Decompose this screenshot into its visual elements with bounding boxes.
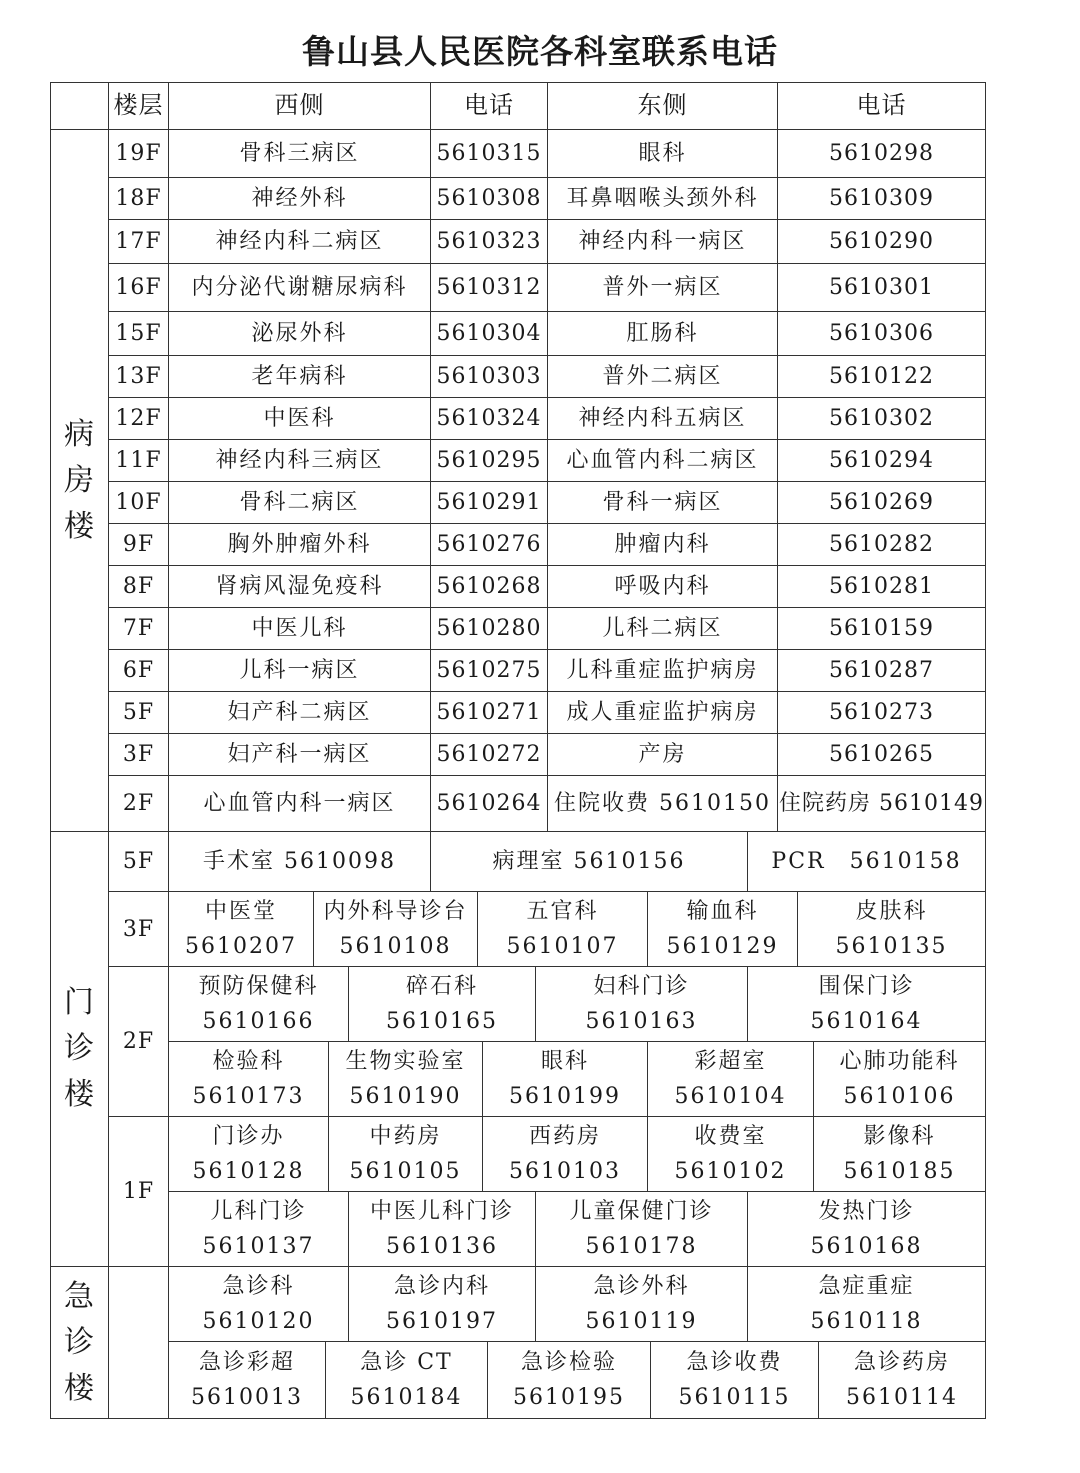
header-phone-west-label: 电话 [464,91,514,119]
ward-east-phone: 5610301 [829,275,934,300]
emergency-department: 急诊药房 [853,1350,950,1375]
ward-west-phone-cell [431,608,548,650]
ward-east-cell [548,178,778,220]
ward-west-phone: 5610268 [436,574,542,599]
clinic-3f-cell [798,892,986,967]
ward-east-department: 呼吸内科 [614,574,711,599]
clinic-2f-cell [483,1042,648,1117]
ward-floor-cell [109,220,169,264]
ward-floor: 6F [122,658,155,683]
clinic-building-cell [50,832,109,1267]
ward-east-cell [548,566,778,608]
ward-west-department: 肾病风湿免疫科 [215,574,384,599]
clinic-3f-cell [648,892,798,967]
ward-east-department: 成人重症监护病房 [566,700,759,725]
clinic-2f-phone: 5610163 [585,1009,698,1034]
clinic-1f-phone: 5610137 [202,1234,315,1259]
clinic-2f-phone: 5610166 [202,1009,315,1034]
emergency-phone: 5610118 [810,1309,923,1334]
ward-west-phone: 5610272 [436,742,542,767]
ward-east-phone-cell [778,220,986,264]
ward-west-phone-cell [431,566,548,608]
clinic-2f-department: 预防保健科 [198,974,319,999]
ward-west-phone: 5610264 [436,791,542,816]
ward-floor: 5F [122,700,155,725]
clinic-2f-cell [169,1042,329,1117]
ward-west-department: 中医儿科 [251,616,348,641]
ward-west-cell [169,312,431,356]
ward-east-department: 神经内科五病区 [578,406,747,431]
ward-east-phone-cell [778,440,986,482]
ward-floor: 13F [115,364,162,389]
emergency-building-label-char: 楼 [64,1370,94,1406]
ward-west-cell [169,398,431,440]
clinic-1f-cell [814,1117,986,1192]
emergency-cell [326,1342,488,1419]
emergency-cell [536,1267,748,1342]
emergency-phone: 5610120 [202,1309,315,1334]
ward-east-phone-cell [778,566,986,608]
clinic-3f-department: 中医堂 [204,899,277,924]
ward-west-phone-cell [431,776,548,832]
clinic-1f-cell [169,1192,349,1267]
clinic-1f-cell [648,1117,814,1192]
ward-floor: 11F [115,448,162,473]
ward-building-cell [50,130,109,832]
ward-east-phone: 5610287 [829,658,934,683]
clinic-2f-phone: 5610104 [674,1084,787,1109]
ward-west-department: 妇产科二病区 [227,700,372,725]
emergency-phone: 5610013 [191,1385,303,1410]
emergency-department: 急诊内科 [393,1274,490,1299]
ward-east-phone: 5610294 [829,448,934,473]
ward-west-department: 骨科二病区 [239,490,360,515]
ward-west-phone: 5610276 [436,532,542,557]
emergency-building-cell [50,1267,109,1419]
clinic-5f-entry: PCR 5610158 [771,849,962,874]
ward-floor: 18F [115,186,162,211]
ward-west-phone: 5610304 [436,321,542,346]
emergency-cell [169,1342,326,1419]
ward-west-cell [169,566,431,608]
clinic-1f-phone: 5610102 [674,1159,787,1184]
clinic-1f-department: 收费室 [694,1124,767,1149]
ward-floor-cell [109,312,169,356]
ward-west-department: 妇产科一病区 [227,742,372,767]
emergency-department: 急诊科 [222,1274,295,1299]
ward-east-department: 肿瘤内科 [614,532,711,557]
clinic-2f-cell [329,1042,483,1117]
clinic-1f-phone: 5610178 [585,1234,698,1259]
ward-east-phone: 5610298 [829,141,934,166]
clinic-1f-cell [748,1192,986,1267]
clinic-3f-department: 内外科导诊台 [323,899,468,924]
page-title: 鲁山县人民医院各科室联系电话 [302,32,778,71]
ward-west-department: 老年病科 [251,364,348,389]
ward-floor: 15F [115,321,162,346]
clinic-building-label-char: 门 [64,985,94,1020]
header-floor [109,82,169,130]
ward-east-phone: 住院药房 5610149 [779,791,984,816]
ward-east-cell [548,356,778,398]
ward-east-department: 普外一病区 [602,275,723,300]
clinic-3f-department: 皮肤科 [855,899,928,924]
clinic-1f-cell [483,1117,648,1192]
clinic-2f-department: 围保门诊 [818,974,915,999]
clinic-building-label-char: 诊 [64,1031,94,1066]
header-west [169,82,431,130]
ward-west-phone-cell [431,398,548,440]
ward-west-department: 内分泌代谢糖尿病科 [191,275,408,300]
clinic-2f-department: 彩超室 [694,1049,767,1074]
clinic-building-label-char: 楼 [64,1077,94,1112]
clinic-1f-department: 影像科 [863,1124,936,1149]
header-east [548,82,778,130]
ward-east-phone: 5610282 [829,532,934,557]
emergency-department: 急诊检验 [520,1350,617,1375]
clinic-1f-department: 儿科门诊 [210,1199,307,1224]
ward-west-phone-cell [431,130,548,178]
ward-west-cell [169,776,431,832]
ward-east-cell [548,608,778,650]
emergency-phone: 5610115 [678,1385,791,1410]
clinic-2f-phone: 5610106 [843,1084,956,1109]
ward-east-phone: 5610309 [829,186,934,211]
clinic-2f-cell [648,1042,814,1117]
ward-floor: 9F [122,532,155,557]
ward-west-phone: 5610280 [436,616,542,641]
clinic-3f-department: 输血科 [686,899,759,924]
clinic-1f-department: 儿童保健门诊 [569,1199,714,1224]
ward-west-phone-cell [431,482,548,524]
clinic-1f-cell [169,1117,329,1192]
ward-west-cell [169,356,431,398]
clinic-3f-phone: 5610135 [835,934,948,959]
clinic-floor: 5F [122,849,155,874]
ward-west-phone-cell [431,440,548,482]
ward-west-cell [169,734,431,776]
clinic-2f-cell [169,967,349,1042]
ward-east-phone-cell [778,264,986,312]
clinic-floor-cell [109,892,169,967]
emergency-department: 急诊彩超 [198,1350,295,1375]
ward-east-cell [548,398,778,440]
ward-west-phone: 5610308 [436,186,542,211]
emergency-cell [651,1342,819,1419]
ward-east-department: 心血管内科二病区 [566,448,759,473]
ward-east-phone-cell [778,482,986,524]
ward-east-cell [548,264,778,312]
emergency-building-label-char: 急 [64,1278,94,1314]
ward-west-phone: 5610291 [436,490,542,515]
emergency-phone: 5610184 [350,1385,463,1410]
ward-floor-cell [109,440,169,482]
clinic-2f-phone: 5610199 [509,1084,621,1109]
clinic-1f-phone: 5610128 [192,1159,305,1184]
ward-west-phone-cell [431,312,548,356]
ward-floor-cell [109,692,169,734]
emergency-phone: 5610114 [846,1385,958,1410]
ward-west-phone-cell [431,524,548,566]
emergency-cell [819,1342,986,1419]
ward-east-cell [548,524,778,566]
ward-west-cell [169,440,431,482]
clinic-floor: 2F [122,1029,155,1054]
emergency-floor-cell [109,1267,169,1419]
ward-east-cell [548,776,778,832]
ward-floor-cell [109,482,169,524]
clinic-5f-cell [748,832,986,892]
ward-east-phone: 5610159 [829,616,934,641]
ward-east-phone: 5610290 [829,229,934,254]
ward-west-phone-cell [431,734,548,776]
ward-west-phone-cell [431,650,548,692]
ward-floor-cell [109,608,169,650]
ward-east-phone-cell [778,734,986,776]
ward-east-phone-cell [778,608,986,650]
ward-east-cell [548,650,778,692]
clinic-3f-phone: 5610129 [666,934,779,959]
clinic-1f-department: 发热门诊 [818,1199,915,1224]
ward-east-phone-cell [778,356,986,398]
clinic-2f-phone: 5610190 [349,1084,462,1109]
clinic-1f-phone: 5610105 [349,1159,462,1184]
clinic-1f-phone: 5610136 [386,1234,498,1259]
ward-west-phone: 5610275 [436,658,542,683]
ward-west-cell [169,482,431,524]
ward-west-phone-cell [431,692,548,734]
ward-west-phone: 5610323 [436,229,542,254]
ward-east-cell [548,734,778,776]
ward-floor-cell [109,734,169,776]
clinic-2f-department: 检验科 [212,1049,285,1074]
clinic-floor-cell [109,1117,169,1267]
ward-east-cell [548,482,778,524]
ward-west-department: 神经内科二病区 [215,229,384,254]
emergency-phone: 5610119 [585,1309,698,1334]
ward-floor-cell [109,264,169,312]
ward-west-cell [169,264,431,312]
emergency-cell [169,1267,349,1342]
ward-east-phone-cell [778,776,986,832]
clinic-2f-phone: 5610164 [810,1009,923,1034]
header-phone-west [431,82,548,130]
ward-west-phone: 5610271 [436,700,542,725]
clinic-3f-phone: 5610108 [339,934,452,959]
emergency-cell [748,1267,986,1342]
ward-east-phone: 5610302 [829,406,934,431]
ward-east-phone-cell [778,398,986,440]
ward-west-phone: 5610324 [436,406,542,431]
clinic-building-label [64,980,94,1118]
ward-west-cell [169,650,431,692]
ward-west-cell [169,524,431,566]
ward-floor-cell [109,650,169,692]
ward-east-department: 住院收费 5610150 [554,791,771,816]
ward-floor-cell [109,356,169,398]
ward-east-department: 耳鼻咽喉头颈外科 [566,186,759,211]
clinic-1f-department: 中药房 [369,1124,442,1149]
clinic-2f-cell [536,967,748,1042]
ward-west-cell [169,220,431,264]
clinic-1f-cell [349,1192,536,1267]
ward-floor-cell [109,566,169,608]
ward-west-phone: 5610295 [436,448,542,473]
ward-floor-cell [109,178,169,220]
header-east-label: 东侧 [637,91,688,119]
ward-east-phone: 5610122 [829,364,934,389]
ward-west-cell [169,608,431,650]
ward-east-cell [548,130,778,178]
ward-east-department: 眼科 [638,141,687,166]
clinic-2f-department: 眼科 [540,1049,589,1074]
clinic-5f-entry: 手术室 5610098 [203,849,396,874]
ward-east-cell [548,692,778,734]
ward-west-phone: 5610303 [436,364,542,389]
ward-west-department: 神经内科三病区 [215,448,384,473]
ward-east-phone-cell [778,524,986,566]
ward-west-phone-cell [431,264,548,312]
clinic-2f-department: 碎石科 [405,974,478,999]
clinic-2f-cell [349,967,536,1042]
ward-floor: 3F [122,742,155,767]
clinic-2f-department: 生物实验室 [345,1049,466,1074]
header-phone-east-label: 电话 [856,91,907,119]
ward-west-cell [169,692,431,734]
clinic-5f-cell [169,832,431,892]
header-floor-label: 楼层 [113,91,164,119]
ward-east-phone-cell [778,312,986,356]
clinic-3f-cell [314,892,478,967]
ward-floor: 10F [115,490,162,515]
emergency-cell [488,1342,651,1419]
ward-east-department: 儿科二病区 [602,616,723,641]
clinic-1f-cell [329,1117,483,1192]
clinic-1f-department: 西药房 [528,1124,601,1149]
ward-east-phone: 5610269 [829,490,934,515]
clinic-3f-cell [478,892,648,967]
ward-east-cell [548,220,778,264]
ward-east-department: 神经内科一病区 [578,229,747,254]
ward-east-phone: 5610306 [829,321,934,346]
ward-floor: 19F [115,141,162,166]
emergency-department: 急症重症 [818,1274,915,1299]
emergency-department: 急诊收费 [686,1350,783,1375]
header-corner [50,82,109,130]
ward-east-phone: 5610265 [829,742,934,767]
ward-west-phone: 5610315 [436,141,542,166]
clinic-1f-phone: 5610168 [810,1234,923,1259]
emergency-cell [349,1267,536,1342]
ward-east-phone-cell [778,692,986,734]
clinic-3f-phone: 5610207 [185,934,297,959]
ward-west-phone-cell [431,220,548,264]
ward-floor-cell [109,524,169,566]
ward-east-department: 骨科一病区 [602,490,723,515]
header-phone-east [778,82,986,130]
ward-east-department: 普外二病区 [602,364,723,389]
clinic-1f-department: 中医儿科门诊 [369,1199,514,1224]
ward-floor: 12F [115,406,162,431]
ward-floor: 2F [122,791,155,816]
header-west-label: 西侧 [274,91,325,119]
ward-building-label-char: 房 [64,462,94,498]
ward-east-phone: 5610273 [829,700,934,725]
clinic-3f-cell [169,892,314,967]
ward-west-department: 心血管内科一病区 [203,791,396,816]
ward-east-phone-cell [778,130,986,178]
ward-building-label [64,412,94,550]
emergency-phone: 5610197 [386,1309,498,1334]
ward-west-department: 骨科三病区 [239,141,360,166]
ward-west-department: 神经外科 [251,186,348,211]
ward-floor-cell [109,776,169,832]
contact-table [50,82,986,1419]
clinic-floor-cell [109,967,169,1117]
ward-west-phone: 5610312 [436,275,542,300]
clinic-1f-department: 门诊办 [212,1124,285,1149]
clinic-floor: 1F [122,1179,155,1204]
clinic-5f-cell [431,832,748,892]
ward-floor: 8F [122,574,155,599]
ward-west-department: 儿科一病区 [239,658,360,683]
emergency-building-label [64,1274,94,1412]
clinic-2f-cell [748,967,986,1042]
clinic-3f-department: 五官科 [526,899,599,924]
ward-east-department: 儿科重症监护病房 [566,658,759,683]
clinic-floor: 3F [122,916,155,942]
ward-west-department: 泌尿外科 [251,321,348,346]
ward-floor-cell [109,398,169,440]
clinic-2f-phone: 5610173 [192,1084,305,1109]
ward-building-label-char: 楼 [64,508,94,544]
clinic-1f-cell [536,1192,748,1267]
emergency-department: 急诊 CT [360,1350,453,1375]
clinic-5f-entry: 病理室 5610156 [492,849,686,874]
clinic-floor-cell [109,832,169,892]
ward-west-department: 中医科 [263,406,336,431]
emergency-phone: 5610195 [513,1385,625,1410]
emergency-building-label-char: 诊 [64,1324,94,1360]
ward-floor-cell [109,130,169,178]
ward-east-department: 产房 [638,742,687,767]
clinic-1f-phone: 5610185 [843,1159,956,1184]
clinic-1f-phone: 5610103 [509,1159,621,1184]
clinic-3f-phone: 5610107 [506,934,619,959]
ward-west-department: 胸外肿瘤外科 [227,532,372,557]
ward-building-label-char: 病 [64,416,94,452]
ward-east-cell [548,440,778,482]
ward-east-phone-cell [778,178,986,220]
ward-east-phone-cell [778,650,986,692]
ward-west-phone-cell [431,178,548,220]
ward-east-department: 肛肠科 [626,321,699,346]
ward-east-phone: 5610281 [829,574,934,599]
ward-west-cell [169,178,431,220]
clinic-2f-cell [814,1042,986,1117]
clinic-2f-department: 心肺功能科 [839,1049,960,1074]
clinic-2f-department: 妇科门诊 [593,974,690,999]
ward-east-cell [548,312,778,356]
clinic-2f-phone: 5610165 [386,1009,498,1034]
ward-west-cell [169,130,431,178]
ward-floor: 16F [115,275,162,300]
ward-west-phone-cell [431,356,548,398]
ward-floor: 17F [115,229,162,254]
ward-floor: 7F [122,616,155,641]
emergency-department: 急诊外科 [593,1274,690,1299]
